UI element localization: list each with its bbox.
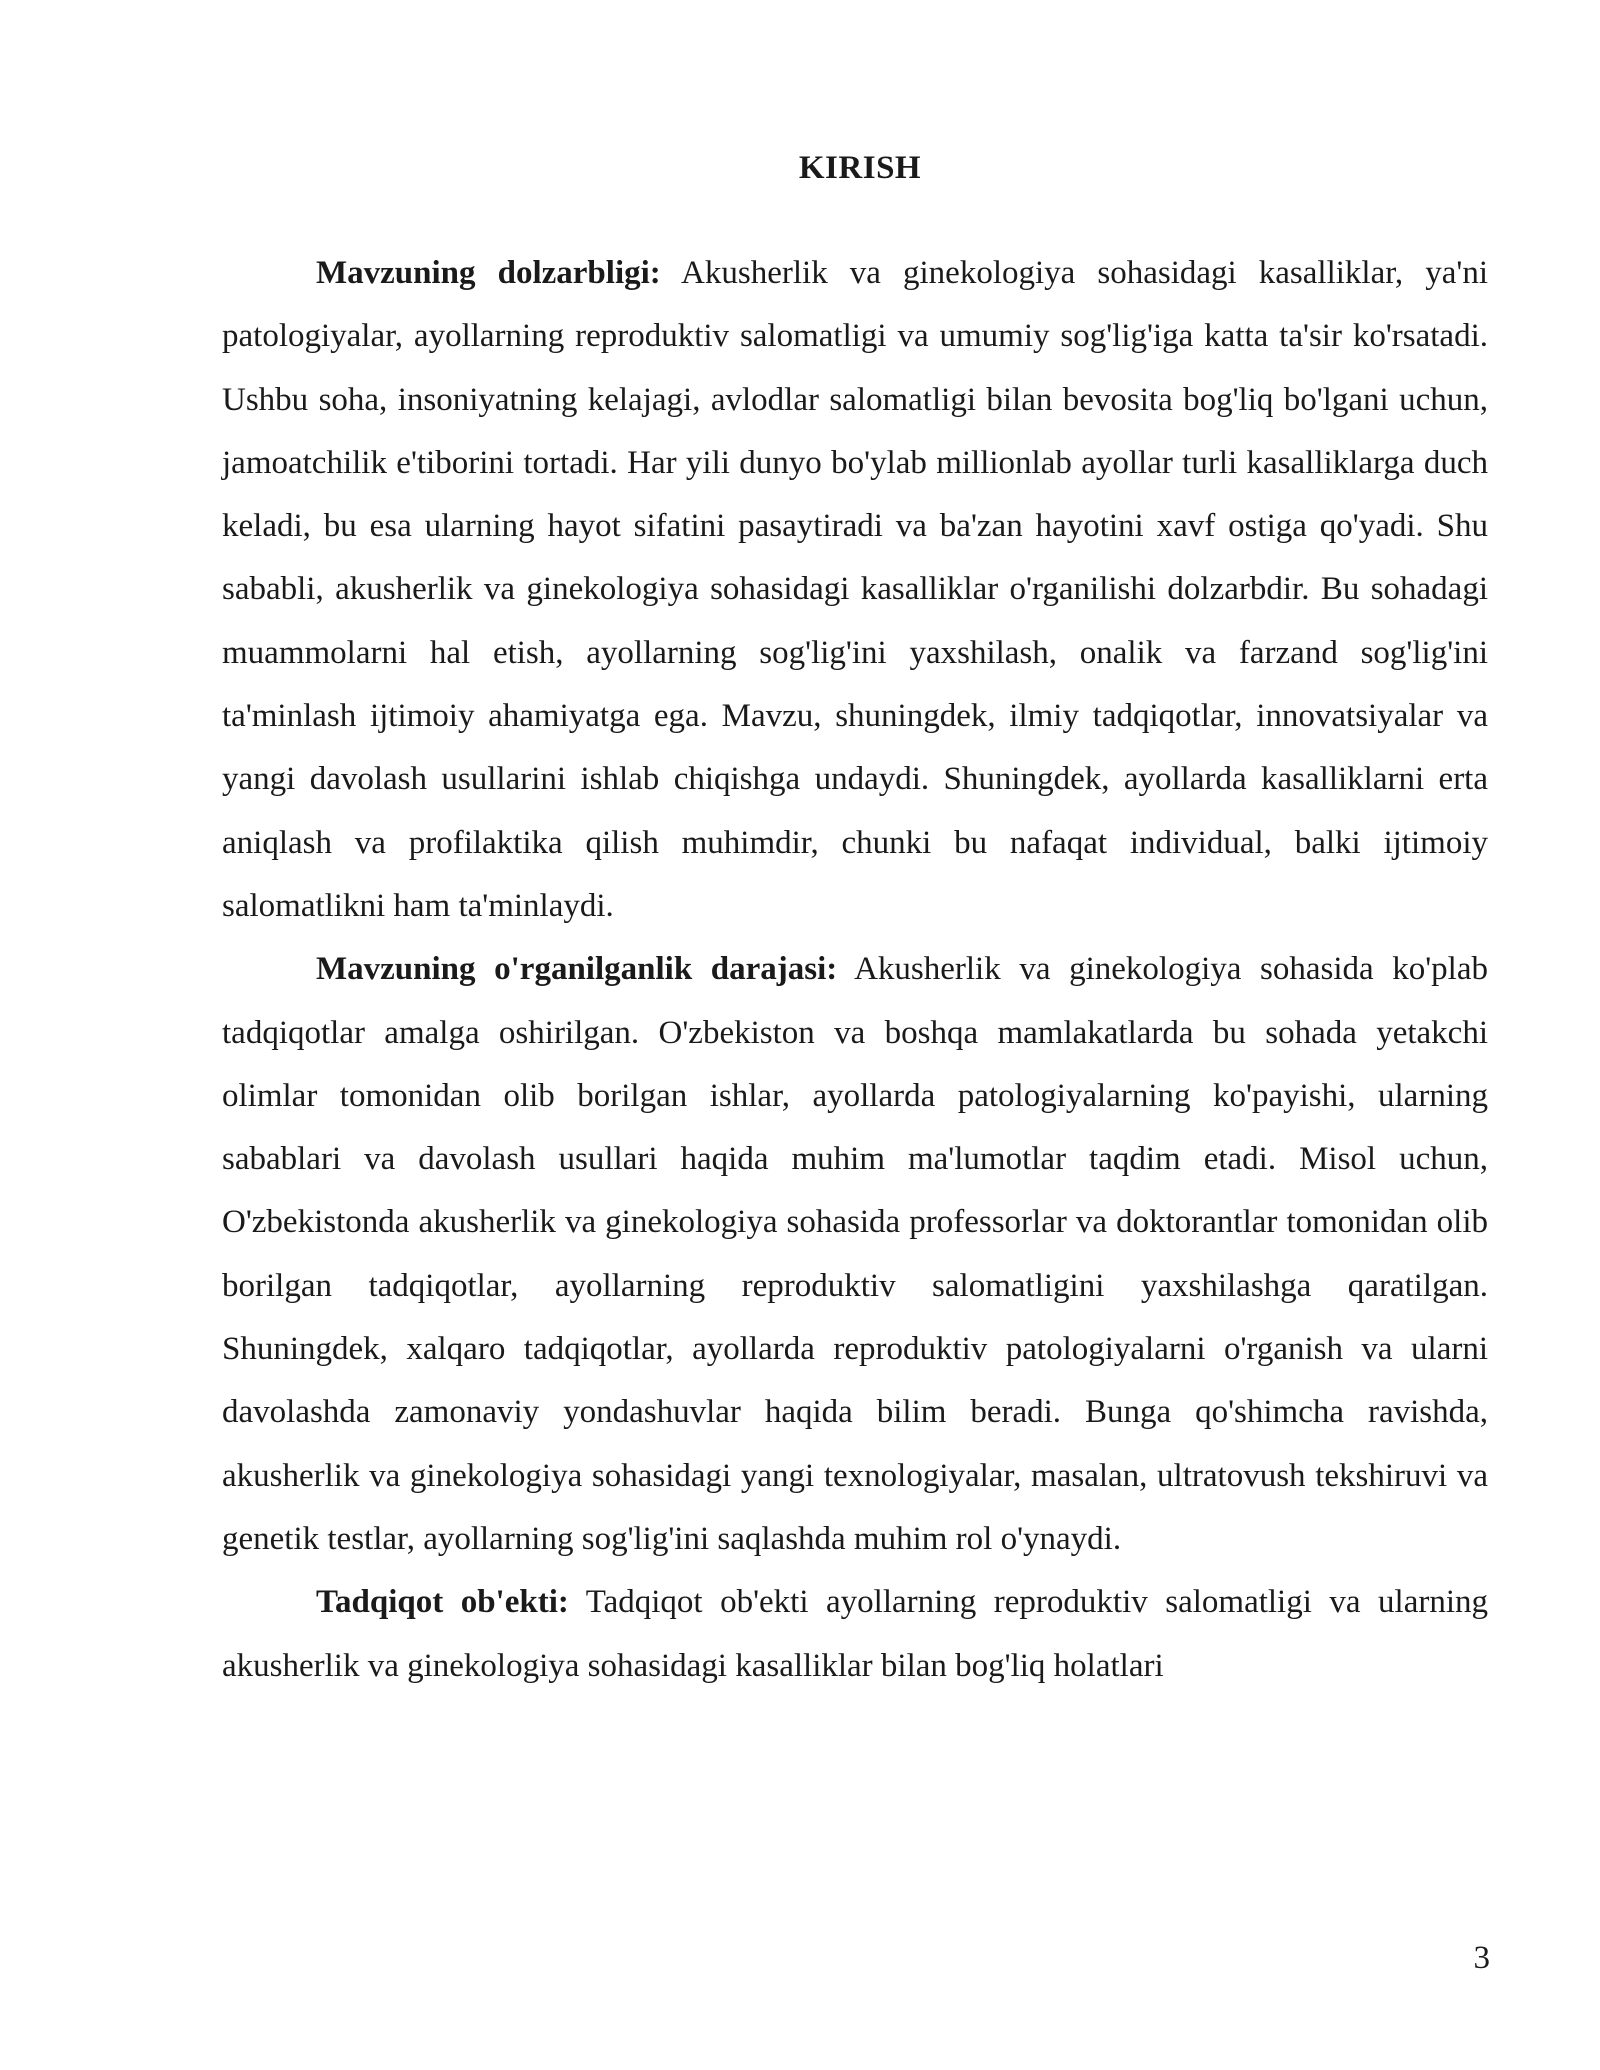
- paragraph-heading: Mavzuning o'rganilganlik darajasi:: [316, 951, 838, 988]
- paragraph-text: Akusherlik va ginekologiya sohasidagi kasalliklar, ya'ni patologiyalar, ayollarning reproduktiv salomatligi va umumiy sog'lig'iga katta ta'sir ko'rsatadi. Ushbu soha, insoniyatning kelajagi, avlodlar salomatligi bilan bevosita bog'liq bo'lgani uchun, jamoatchilik e'tiborini tortadi. Har yili dunyo bo'ylab millionlab ayollar turli kasalliklarga duch keladi, bu esa ularning hayot sifatini pasaytiradi va ba'zan hayotini xavf ostiga qo'yadi. Shu sababli, akusherlik va ginekologiya sohasidagi kasalliklar o'rganilishi dolzarbdir. Bu sohadagi muammolarni hal etish, ayollarning sog'lig'ini yaxshilash, onalik va farzand sog'lig'ini ta'minlash ijtimoiy ahamiyatga ega. Mavzu, shuningdek, ilmiy tadqiqotlar, innovatsiyalar va yangi davolash usullarini ishlab chiqishga undaydi. Shuningdek, ayollarda kasalliklarni erta aniqlash va profilaktika qilish muhimdir, chunki bu nafaqat individual, balki ijtimoiy salomatlikni ham ta'minlaydi.: [222, 255, 1489, 924]
- page-number: 3: [1473, 1940, 1490, 1976]
- page-title: KIRISH: [798, 150, 922, 186]
- document-body: [222, 242, 1488, 1698]
- paragraph-heading: Mavzuning dolzarbligi:: [316, 255, 661, 291]
- paragraph-text: Akusherlik va ginekologiya sohasida ko'plab tadqiqotlar amalga oshirilgan. O'zbekiston va boshqa mamlakatlarda bu sohada yetakchi olimlar tomonidan olib borilgan ishlar, ayollarda patologiyalarning ko'payishi, ularning sabablari va davolash usullari haqida muhim ma'lumotlar taqdim etadi. Misol uchun, O'zbekistonda akusherlik va ginekologiya sohasida professorlar va doktorantlar tomonidan olib borilgan tadqiqotlar, ayollarning reproduktiv salomatligini yaxshilashga qaratilgan. Shuningdek, xalqaro tadqiqotlar, ayollarda reproduktiv patologiyalarni o'rganish va ularni davolashda zamonaviy yondashuvlar haqida bilim beradi. Bunga qo'shimcha ravishda, akusherlik va ginekologiya sohasidagi yangi texnologiyalar, masalan, ultratovush tekshiruvi va genetik testlar, ayollarning sog'lig'ini saqlashda muhim rol o'ynaydi.: [222, 951, 1488, 1557]
- paragraph-study-level: [222, 938, 1488, 1571]
- paragraph-text: Tadqiqot ob'ekti ayollarning reproduktiv salomatligi va ularning akusherlik va ginekologiya sohasidagi kasalliklar bilan bog'liq holatlari: [222, 1584, 1488, 1684]
- paragraph-relevance: [222, 242, 1488, 938]
- paragraph-heading: Tadqiqot ob'ekti:: [316, 1584, 569, 1621]
- paragraph-research-object: [222, 1571, 1488, 1698]
